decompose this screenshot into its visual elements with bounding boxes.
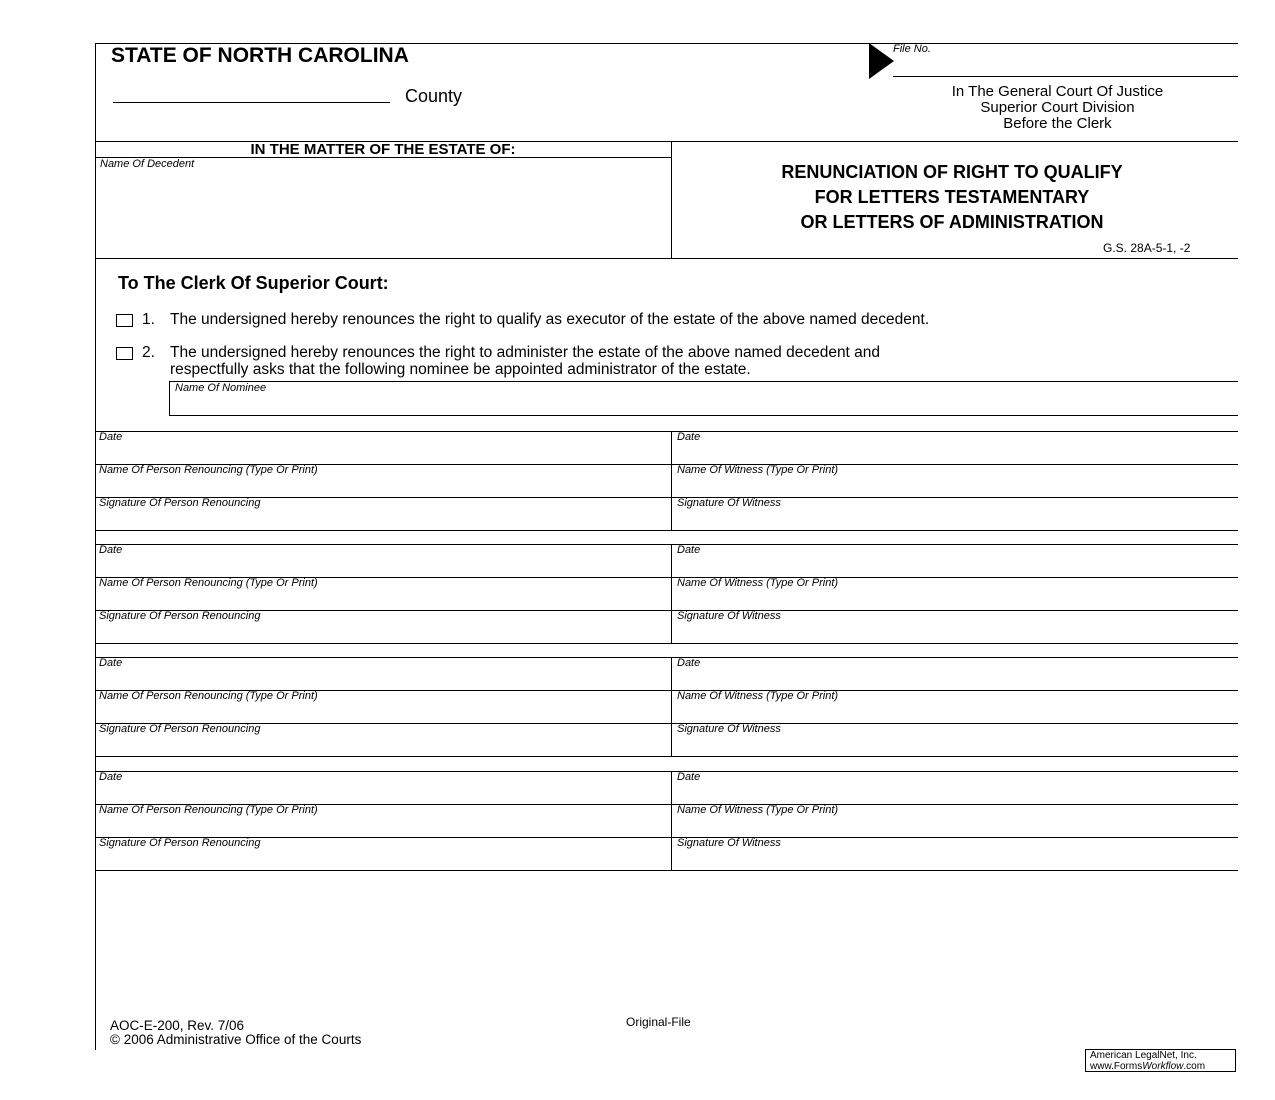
county-input-line[interactable]	[113, 102, 390, 103]
date-label[interactable]: Date	[99, 431, 123, 443]
nominee-box-bottom	[169, 415, 1238, 416]
nominee-name-field[interactable]	[170, 396, 1236, 414]
option-1-text: The undersigned hereby renounces the right to qualify as executor of the estate of the above named decedent.	[170, 311, 930, 328]
witness-date-label[interactable]: Date	[677, 771, 701, 783]
file-no-input-line[interactable]	[893, 76, 1238, 77]
block-bottom-line	[671, 530, 1238, 531]
signature-witness-label[interactable]: Signature Of Witness	[677, 837, 781, 849]
block-row-line	[95, 723, 1238, 724]
form-title-line-3: OR LETTERS OF ADMINISTRATION	[800, 212, 1104, 232]
form-number: AOC-E-200, Rev. 7/06	[110, 1018, 245, 1033]
signature-renouncing-label[interactable]: Signature Of Person Renouncing	[99, 497, 261, 509]
block-top-line	[95, 657, 1238, 658]
nominee-box-top	[169, 381, 1238, 382]
name-witness-label[interactable]: Name Of Witness (Type Or Print)	[677, 464, 839, 476]
name-witness-label[interactable]: Name Of Witness (Type Or Print)	[677, 690, 839, 702]
option-1-checkbox[interactable]	[116, 314, 133, 327]
court-line-2: Superior Court Division	[980, 99, 1135, 116]
state-title: STATE OF NORTH CAROLINA	[111, 44, 409, 67]
salutation: To The Clerk Of Superior Court:	[118, 273, 389, 293]
block-row-line	[95, 497, 1238, 498]
signature-witness-label[interactable]: Signature Of Witness	[677, 497, 781, 509]
vendor-line-2	[1090, 1061, 1231, 1072]
court-designation	[880, 84, 1235, 132]
name-renouncing-label[interactable]: Name Of Person Renouncing (Type Or Print)	[99, 464, 318, 476]
court-line-3: Before the Clerk	[1003, 115, 1112, 132]
option-2-number: 2.	[142, 344, 155, 361]
signature-renouncing-label[interactable]: Signature Of Person Renouncing	[99, 837, 261, 849]
statute-reference: G.S. 28A-5-1, -2	[1103, 241, 1191, 255]
signature-block	[95, 657, 1238, 757]
date-label[interactable]: Date	[99, 657, 123, 669]
signature-block	[95, 771, 1238, 871]
date-label[interactable]: Date	[99, 771, 123, 783]
estate-heading: IN THE MATTER OF THE ESTATE OF:	[250, 141, 516, 158]
vendor-line-2-prefix: www.Forms	[1090, 1061, 1143, 1072]
option-2-checkbox[interactable]	[116, 347, 133, 360]
name-renouncing-label[interactable]: Name Of Person Renouncing (Type Or Print)	[99, 577, 318, 589]
name-renouncing-label[interactable]: Name Of Person Renouncing (Type Or Print)	[99, 690, 318, 702]
name-renouncing-label[interactable]: Name Of Person Renouncing (Type Or Print)	[99, 804, 318, 816]
block-divider	[671, 431, 672, 531]
copyright: © 2006 Administrative Office of the Courts	[110, 1032, 362, 1047]
signature-witness-label[interactable]: Signature Of Witness	[677, 610, 781, 622]
block-row-line	[95, 837, 1238, 838]
block-bottom-line	[95, 643, 671, 644]
witness-date-label[interactable]: Date	[677, 431, 701, 443]
vendor-line-1: American LegalNet, Inc.	[1090, 1050, 1197, 1061]
block-top-line	[95, 431, 1238, 432]
block-bottom-line	[95, 530, 671, 531]
vendor-line-2-suffix: .com	[1183, 1061, 1206, 1072]
vendor-line-2-italic: Workflow	[1142, 1061, 1184, 1072]
block-bottom-line	[671, 870, 1238, 871]
name-witness-label[interactable]: Name Of Witness (Type Or Print)	[677, 804, 839, 816]
signature-block	[95, 544, 1238, 644]
estate-section-bottom-line	[95, 258, 1238, 259]
option-2-line-2: respectfully asks that the following nominee be appointed administrator of the estate.	[170, 361, 751, 378]
form-title-line-2: FOR LETTERS TESTAMENTARY	[814, 187, 1090, 207]
block-top-line	[95, 544, 1238, 545]
signature-block	[95, 431, 1238, 531]
signature-renouncing-label[interactable]: Signature Of Person Renouncing	[99, 723, 261, 735]
block-divider	[671, 657, 672, 757]
block-divider	[671, 771, 672, 871]
court-line-1: In The General Court Of Justice	[951, 83, 1164, 100]
file-no-label: File No.	[893, 43, 931, 55]
option-1-number: 1.	[142, 311, 155, 328]
signature-renouncing-label[interactable]: Signature Of Person Renouncing	[99, 610, 261, 622]
block-bottom-line	[95, 870, 671, 871]
block-divider	[671, 544, 672, 644]
block-bottom-line	[671, 756, 1238, 757]
copy-designation: Original-File	[626, 1015, 691, 1029]
county-label: County	[405, 86, 463, 106]
file-no-arrow-icon	[868, 43, 896, 79]
form-title-line-1: RENUNCIATION OF RIGHT TO QUALIFY	[781, 162, 1123, 182]
block-top-line	[95, 771, 1238, 772]
date-label[interactable]: Date	[99, 544, 123, 556]
option-2-line-1: The undersigned hereby renounces the right to administer the estate of the above named decedent and	[170, 344, 881, 361]
vendor-stamp	[1085, 1049, 1236, 1072]
block-row-line	[95, 610, 1238, 611]
form-title	[672, 160, 1232, 235]
block-bottom-line	[95, 756, 671, 757]
name-witness-label[interactable]: Name Of Witness (Type Or Print)	[677, 577, 839, 589]
witness-date-label[interactable]: Date	[677, 544, 701, 556]
witness-date-label[interactable]: Date	[677, 657, 701, 669]
block-bottom-line	[671, 643, 1238, 644]
decedent-name-field[interactable]	[96, 172, 670, 256]
decedent-label: Name Of Decedent	[100, 158, 195, 170]
nominee-label: Name Of Nominee	[175, 382, 267, 394]
signature-witness-label[interactable]: Signature Of Witness	[677, 723, 781, 735]
